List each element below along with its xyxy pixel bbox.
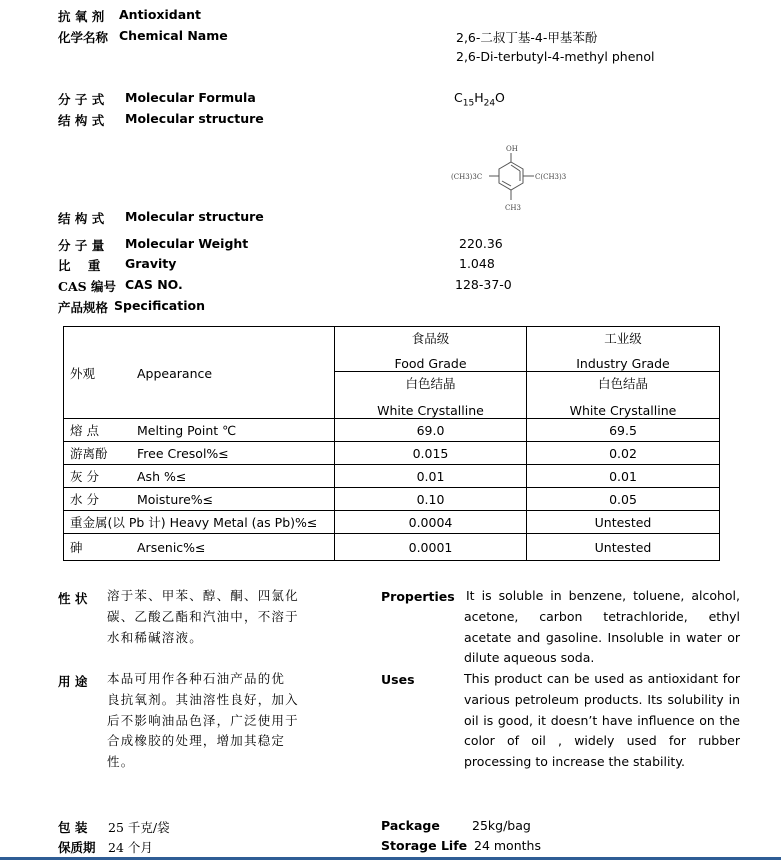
structure-label-cn: 结 构 式 bbox=[58, 113, 105, 128]
food-grade-cn: 食品级 bbox=[411, 331, 450, 346]
oh-label: OH bbox=[506, 145, 518, 153]
industry-value: Untested bbox=[527, 534, 720, 561]
text-line: 合成橡胶的处理，增加其稳定 bbox=[107, 733, 286, 749]
gravity-label-en: Gravity bbox=[125, 256, 177, 271]
food-value: 0.10 bbox=[335, 488, 527, 511]
row-label-cn: 水 分 bbox=[70, 492, 99, 507]
text-line: 溶于苯、甲苯、醇、酮、四氯化 bbox=[107, 588, 299, 603]
package-label-cn: 包 装 bbox=[58, 820, 88, 835]
methyl-label: CH3 bbox=[505, 204, 521, 212]
appearance-industry-cn: 白色结晶 bbox=[597, 376, 648, 391]
properties-text-cn bbox=[107, 586, 307, 648]
table-row bbox=[64, 327, 720, 372]
industry-value: 0.01 bbox=[527, 465, 720, 488]
appearance-industry-en: White Crystalline bbox=[569, 403, 677, 418]
row-label-cn: 灰 分 bbox=[70, 469, 99, 484]
gravity-label-cn: 比 重 bbox=[58, 258, 101, 273]
antioxidant-label-en: Antioxidant bbox=[119, 7, 202, 22]
bottom-divider bbox=[0, 857, 781, 860]
cas-label-en: CAS NO. bbox=[125, 277, 183, 292]
properties-label-en: Properties bbox=[381, 589, 455, 604]
properties-text-en: It is soluble in benzene, toluene, alcohol, acetone, carbon tetrachloride, ethyl acetate and gasoline. Insoluble in water or dilute aqueous soda. bbox=[464, 588, 740, 666]
properties-label-cn: 性 状 bbox=[58, 591, 88, 606]
row-label-en: Ash %≤ bbox=[137, 469, 187, 484]
row-label-cn: 砷 bbox=[70, 540, 83, 555]
package-value-cn: 25 千克/袋 bbox=[108, 820, 170, 835]
weight-label-en: Molecular Weight bbox=[125, 236, 249, 251]
spec-label-cn: 产品规格 bbox=[58, 300, 109, 315]
molecular-formula-value: $C_{15}H_{24}O$ bbox=[454, 90, 505, 109]
row-label-combined: 重金属(以 Pb 计) Heavy Metal (as Pb)%≤ bbox=[70, 515, 318, 530]
formula-label-en: Molecular Formula bbox=[125, 90, 256, 105]
text-line: 本品可用作各种石油产品的优 bbox=[107, 671, 286, 686]
industry-value: 69.5 bbox=[527, 419, 720, 442]
row-label-cn: 熔 点 bbox=[70, 423, 99, 438]
storage-value-en: 24 months bbox=[474, 838, 541, 853]
text-line: 后不影响油品色泽，广泛使用于 bbox=[107, 712, 299, 728]
chemical-name-value-cn: 2,6-二叔丁基-4-甲基苯酚 bbox=[456, 30, 598, 45]
food-value: 69.0 bbox=[335, 419, 527, 442]
uses-label-en: Uses bbox=[381, 672, 415, 687]
structure2-label-en: Molecular structure bbox=[125, 209, 264, 224]
industry-value: Untested bbox=[527, 511, 720, 534]
industry-value: 0.02 bbox=[527, 442, 720, 465]
storage-label-en: Storage Life bbox=[381, 838, 468, 853]
chemical-name-label-en: Chemical Name bbox=[119, 28, 228, 43]
uses-label-cn: 用 途 bbox=[58, 674, 88, 689]
structure-label-en: Molecular structure bbox=[125, 111, 264, 126]
text-line: 性。 bbox=[107, 754, 135, 770]
package-value-en: 25kg/bag bbox=[472, 818, 531, 833]
uses-text-cn bbox=[107, 669, 307, 773]
molecular-structure-diagram bbox=[448, 140, 578, 220]
chemical-name-value-en: 2,6-Di-terbutyl-4-methyl phenol bbox=[456, 49, 655, 64]
table-row bbox=[64, 511, 720, 534]
row-label-cn: 游离酚 bbox=[70, 446, 108, 461]
specification-table bbox=[63, 326, 720, 561]
appearance-label-en: Appearance bbox=[137, 365, 213, 381]
appearance-industry-cell bbox=[527, 372, 720, 419]
food-value: 0.0001 bbox=[335, 534, 527, 561]
left-tbutyl-label: (CH3)3C bbox=[451, 173, 483, 181]
gravity-value: 1.048 bbox=[459, 256, 495, 271]
table-row bbox=[64, 465, 720, 488]
right-tbutyl-label: C(CH3)3 bbox=[535, 173, 567, 181]
table-row bbox=[64, 442, 720, 465]
row-label-en: Moisture%≤ bbox=[137, 492, 214, 507]
appearance-label-cn: 外观 bbox=[70, 365, 96, 381]
text-line: 良抗氧剂。其油溶性良好，加入 bbox=[107, 691, 299, 707]
food-grade-en: Food Grade bbox=[394, 356, 467, 371]
table-row bbox=[64, 534, 720, 561]
table-row bbox=[64, 419, 720, 442]
appearance-food-en: White Crystalline bbox=[377, 403, 484, 418]
row-label-en: Melting Point ℃ bbox=[137, 423, 237, 438]
food-grade-header bbox=[335, 327, 527, 372]
storage-value-cn: 24 个月 bbox=[108, 840, 153, 855]
appearance-food-cell bbox=[335, 372, 527, 419]
storage-label-cn: 保质期 bbox=[58, 840, 96, 855]
cas-label-cn: CAS 编号 bbox=[58, 279, 117, 294]
benzene-ring-icon bbox=[448, 140, 578, 220]
cas-value: 128-37-0 bbox=[455, 277, 512, 292]
weight-label-cn: 分 子 量 bbox=[58, 238, 105, 253]
chemical-name-label-cn: 化学名称 bbox=[58, 30, 109, 45]
formula-label-cn: 分 子 式 bbox=[58, 92, 105, 107]
row-label-en: Free Cresol%≤ bbox=[137, 446, 229, 461]
food-value: 0.0004 bbox=[335, 511, 527, 534]
food-value: 0.01 bbox=[335, 465, 527, 488]
appearance-food-cn: 白色结晶 bbox=[405, 376, 456, 391]
food-value: 0.015 bbox=[335, 442, 527, 465]
spec-label-en: Specification bbox=[114, 298, 205, 313]
industry-grade-header bbox=[527, 327, 720, 372]
appearance-label-cell bbox=[64, 327, 335, 419]
row-label-en: Arsenic%≤ bbox=[137, 540, 206, 555]
text-line: 水和稀碱溶液。 bbox=[107, 629, 203, 645]
industry-grade-en: Industry Grade bbox=[576, 356, 670, 371]
antioxidant-label-cn: 抗 氧 剂 bbox=[58, 9, 105, 24]
package-label-en: Package bbox=[381, 818, 440, 833]
text-line: 碳、乙酸乙酯和汽油中，不溶于 bbox=[107, 608, 299, 624]
uses-text-en: This product can be used as antioxidant for various petroleum products. Its solubility in oil is good, it doesn’t have influence on the color of oil , widely used for rubber processing to increase the stability. bbox=[464, 671, 740, 770]
industry-value: 0.05 bbox=[527, 488, 720, 511]
table-row bbox=[64, 488, 720, 511]
structure2-label-cn: 结 构 式 bbox=[58, 211, 105, 226]
industry-grade-cn: 工业级 bbox=[604, 331, 642, 346]
weight-value: 220.36 bbox=[459, 236, 503, 251]
